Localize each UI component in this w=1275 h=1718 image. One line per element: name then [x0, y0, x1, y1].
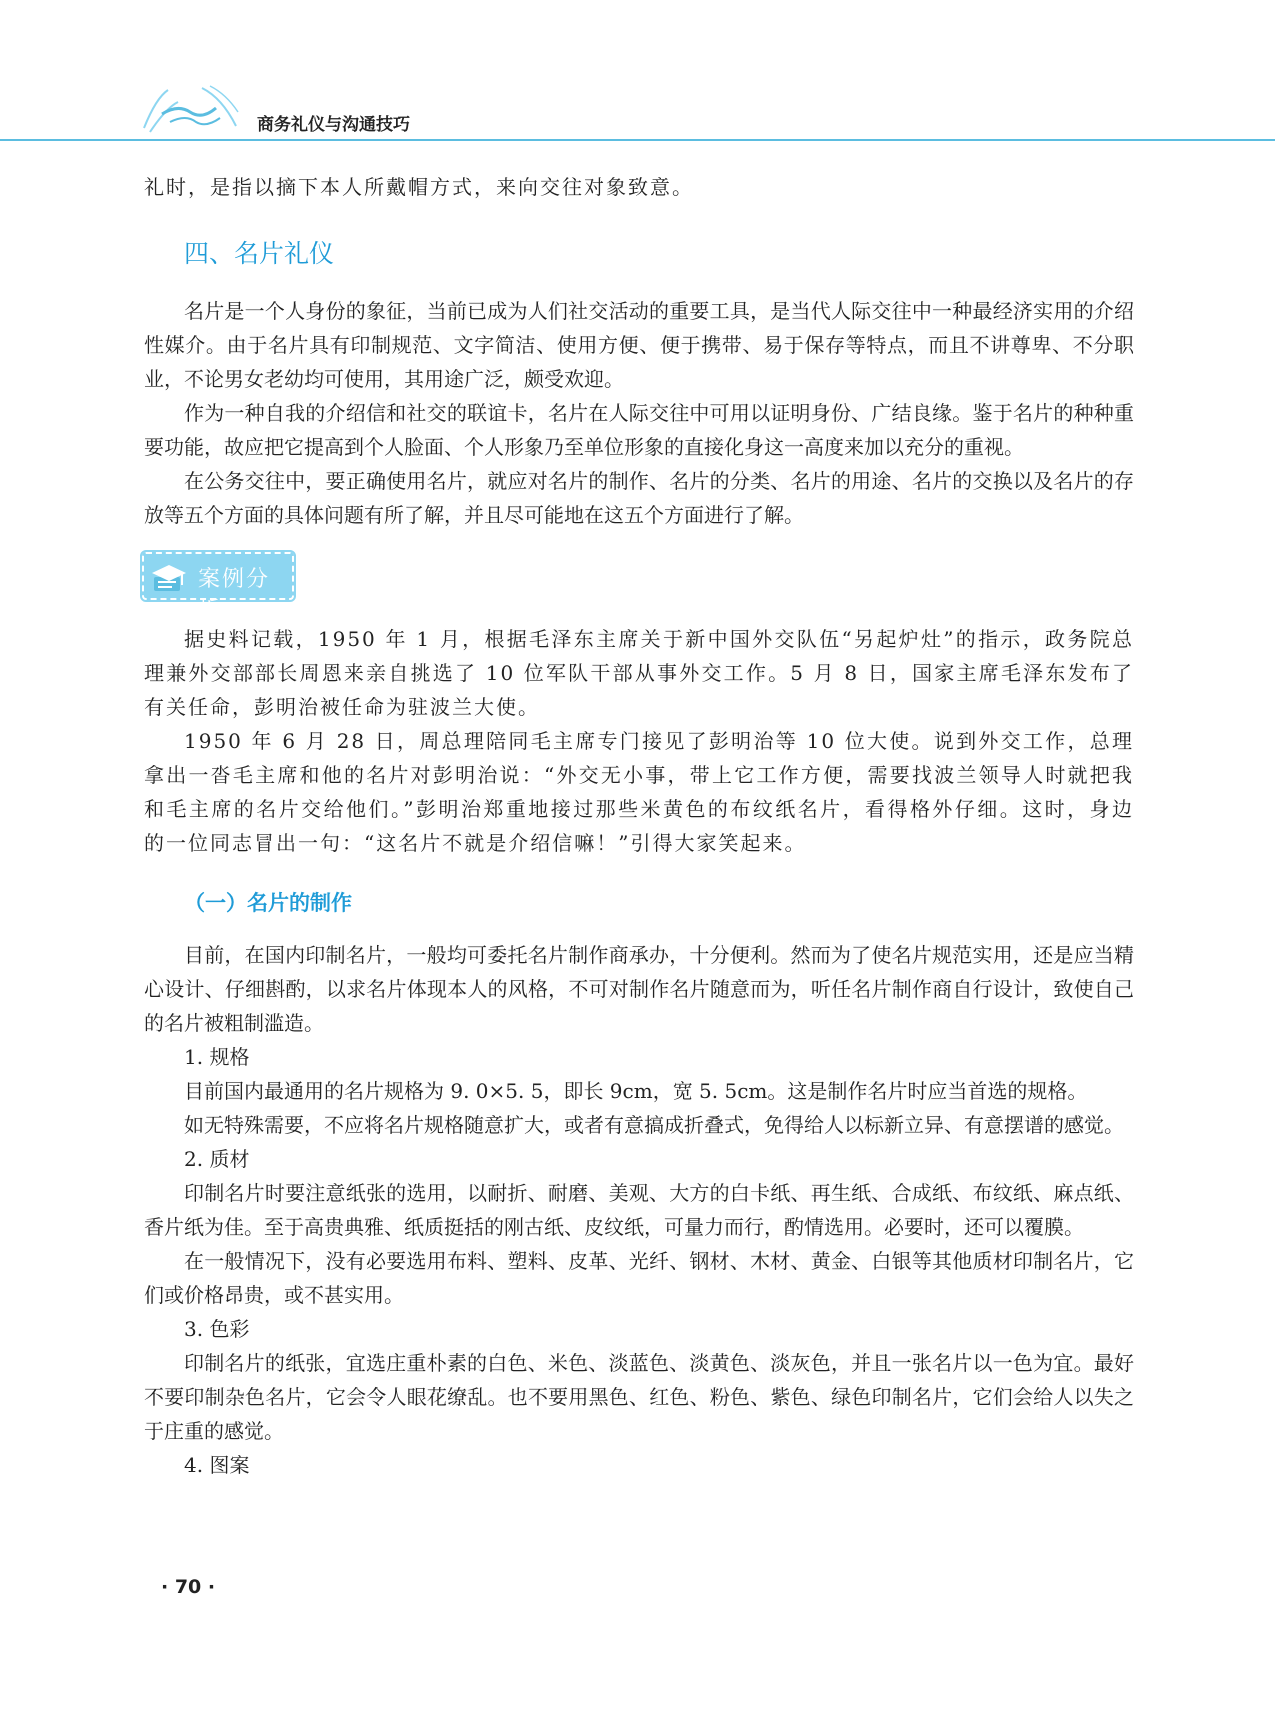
page-header — [0, 0, 1275, 145]
graduation-cap-icon — [150, 559, 188, 595]
subsection-paragraph-3: 如无特殊需要，不应将名片规格随意扩大，或者有意搞成折叠式，免得给人以标新立异、有意摆谱的感觉。 — [184, 1113, 1124, 1137]
section-paragraph-1: 名片是一个人身份的象征，当前已成为人们社交活动的重要工具，是当代人际交往中一种最经济实用的介绍性媒介。由于名片具有印制规范、文字简洁、使用方便、便于携带、易于保存等特点，而且不讲尊卑、不分职业，不论男女老幼均可使用，其用途广泛，颇受欢迎。 — [144, 299, 1134, 391]
case-paragraph-1: 据史料记载，1950 年 1 月，根据毛泽东主席关于新中国外交队伍“另起炉灶”的指示，政务院总理兼外交部部长周恩来亲自挑选了 10 位军队干部从事外交工作。5 月 8 日，国家主席毛泽东发布了有关任命，彭明治被任命为驻波兰大使。 — [144, 627, 1134, 719]
handshake-logo-icon — [140, 78, 240, 136]
case-paragraph-2: 1950 年 6 月 28 日，周总理陪同毛主席专门接见了彭明治等 10 位大使。说到外交工作，总理拿出一沓毛主席和他的名片对彭明治说：“外交无小事，带上它工作方便，需要找波兰领导人时就把我和毛主席的名片交给他们。”彭明治郑重地接过那些米黄色的布纹纸名片，看得格外仔细。这时，身边的一位同志冒出一句：“这名片不就是介绍信嘛！”引得大家笑起来。 — [144, 729, 1134, 855]
case-analysis-label: 案例分析 — [198, 567, 271, 623]
subsection-paragraph-6: 印制名片的纸张，宜选庄重朴素的白色、米色、淡蓝色、淡黄色、淡灰色，并且一张名片以一色为宜。最好不要印制杂色名片，它会令人眼花缭乱。也不要用黑色、红色、粉色、紫色、绿色印制名片，它们会给人以失之于庄重的感觉。 — [144, 1351, 1134, 1443]
subsection-paragraph-5: 在一般情况下，没有必要选用布料、塑料、皮革、光纤、钢材、木材、黄金、白银等其他质材印制名片，它们或价格昂贵，或不甚实用。 — [144, 1249, 1134, 1307]
section-paragraph-3: 在公务交往中，要正确使用名片，就应对名片的制作、名片的分类、名片的用途、名片的交换以及名片的存放等五个方面的具体问题有所了解，并且尽可能地在这五个方面进行了解。 — [144, 469, 1134, 527]
item-heading-material: 2. 质材 — [184, 1147, 250, 1171]
subsection-paragraph-1: 目前，在国内印制名片，一般均可委托名片制作商承办，十分便利。然而为了使名片规范实用，还是应当精心设计、仔细斟酌，以求名片体现本人的风格，不可对制作名片随意而为，听任名片制作商自行设计，致使自己的名片被粗制滥造。 — [144, 943, 1134, 1035]
subsection-title: （一）名片的制作 — [184, 891, 352, 915]
section-paragraph-2: 作为一种自我的介绍信和社交的联谊卡，名片在人际交往中可用以证明身份、广结良缘。鉴于名片的种种重要功能，故应把它提高到个人脸面、个人形象乃至单位形象的直接化身这一高度来加以充分的重视。 — [144, 401, 1134, 459]
case-analysis-badge — [142, 552, 294, 623]
page-number: · 70 · — [161, 1576, 216, 1598]
header-divider — [0, 139, 1275, 141]
item-heading-color: 3. 色彩 — [184, 1317, 250, 1341]
header-title: 商务礼仪与沟通技巧 — [257, 115, 410, 135]
item-heading-spec: 1. 规格 — [184, 1045, 250, 1069]
intro-line: 礼时，是指以摘下本人所戴帽方式，来向交往对象致意。 — [144, 175, 694, 199]
item-heading-pattern: 4. 图案 — [184, 1453, 250, 1477]
subsection-paragraph-2: 目前国内最通用的名片规格为 9. 0×5. 5，即长 9cm，宽 5. 5cm。这是制作名片时应当首选的规格。 — [184, 1079, 1088, 1103]
section-title: 四、名片礼仪 — [184, 239, 335, 268]
subsection-paragraph-4: 印制名片时要注意纸张的选用，以耐折、耐磨、美观、大方的白卡纸、再生纸、合成纸、布纹纸、麻点纸、香片纸为佳。至于高贵典雅、纸质挺括的刚古纸、皮纹纸，可量力而行，酌情选用。必要时，还可以覆膜。 — [144, 1181, 1134, 1239]
page-content — [144, 170, 1134, 1482]
